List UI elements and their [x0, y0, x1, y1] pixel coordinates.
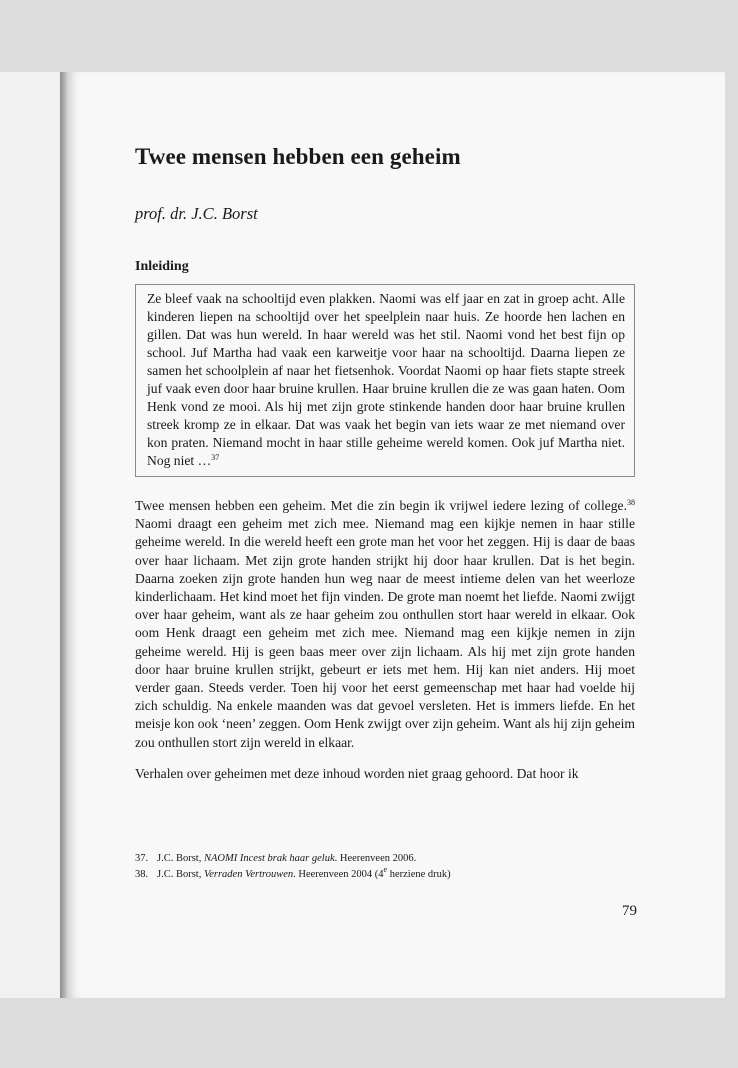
- footnote-book-title: Verraden Vertrouwen: [203, 869, 294, 880]
- footnote-edition-superscript: e: [383, 865, 388, 874]
- book-spine: [60, 72, 67, 998]
- footnotes: [135, 851, 635, 883]
- facing-page-edge: [0, 72, 66, 998]
- footnote-prefix: J.C. Borst,: [157, 869, 204, 880]
- footnote-38: [135, 867, 635, 883]
- footnote-suffix-2: herziene druk): [387, 869, 451, 880]
- paragraph-1-part-1: Twee mensen hebben een geheim. Met die zin begin ik vrijwel iedere lezing of college.: [135, 498, 627, 513]
- paragraph-1-part-2: Naomi draagt een geheim met zich mee. Niemand mag een kijkje nemen in haar stille geheime wereld. In die wereld heeft een grote man het voor het zeggen. Hij is daar de baas over haar lichaam. Met zijn grote handen strijkt hij door haar krullen. Dat is het begin. Daarna zoeken zijn grote handen hun weg naar de meest intieme delen van het weerloze kinderlichaam. Het kind moet het fijn vinden. De grote man noemt het liefde. Naomi zwijgt over haar geheim, want als ze haar geheim zou onthullen stort haar wereld in elkaar. Ook oom Henk draagt een geheim met zich mee. Niemand mag een kijkje nemen in zijn geheime wereld. Hij is geen baas meer over zijn lichaam. Als hij met zijn grote handen door haar bruine krullen strijkt, gebeurt er iets met hem. Hij kan niet anders. Hij moet verder gaan. Steeds verder. Toen hij voor het eerst gemeenschap met haar had voelde hij zich schuldig. Na enkele maanden was dat gevoel versleten. Het is immers liefde. En het meisje kon ook ‘neen’ zeggen. Oom Henk zwijgt over zijn geheim. Want als hij zijn geheim zou onthullen stort zijn wereld in elkaar.: [135, 516, 635, 750]
- paragraph-1: [135, 497, 635, 752]
- footnote-suffix: . Heerenveen 2004 (4: [293, 869, 384, 880]
- footnote-number: 37.: [135, 853, 149, 864]
- footnote-suffix: . Heerenveen 2006.: [334, 853, 417, 864]
- intro-excerpt-text: Ze bleef vaak na schooltijd even plakken. Naomi was elf jaar en zat in groep acht. Alle kinderen liepen na schooltijd over het speelplein naar huis. Ze hoorde hen lachen en gillen. Dat was hun wereld. In haar wereld was het stil. Naomi vond het best fijn op school. Juf Martha had vaak een karweitje voor haar na schooltijd. Daarna liepen ze samen het schoolplein af naar het fietsenhok. Voordat Naomi op haar fiets stapte streek juf vaak even door haar bruine krullen. Haar bruine krullen die ze was gaan haten. Oom Henk vond ze mooi. Als hij met zijn grote stinkende handen door haar bruine krullen streek kromp ze in elkaar. Dat was vaak het begin van iets waar ze met niemand over kon praten. Niemand mocht in haar stille geheime wereld komen. Ook juf Martha niet. Nog niet …: [147, 291, 625, 468]
- footnote-book-title: NAOMI Incest brak haar geluk: [203, 853, 335, 864]
- footnote-prefix: J.C. Borst,: [157, 853, 204, 864]
- footnote-number: 38.: [135, 869, 149, 880]
- chapter-author: prof. dr. J.C. Borst: [135, 204, 258, 223]
- paragraph-2: Verhalen over geheimen met deze inhoud worden niet graag gehoord. Dat hoor ik: [135, 765, 579, 781]
- footnote-ref-38: 38: [627, 498, 635, 507]
- page-number: 79: [622, 903, 637, 919]
- body-text: [135, 497, 635, 783]
- intro-excerpt-box: [135, 284, 635, 477]
- section-heading: Inleiding: [135, 259, 189, 274]
- footnote-ref-37: 37: [211, 452, 220, 462]
- chapter-title: Twee mensen hebben een geheim: [135, 144, 461, 169]
